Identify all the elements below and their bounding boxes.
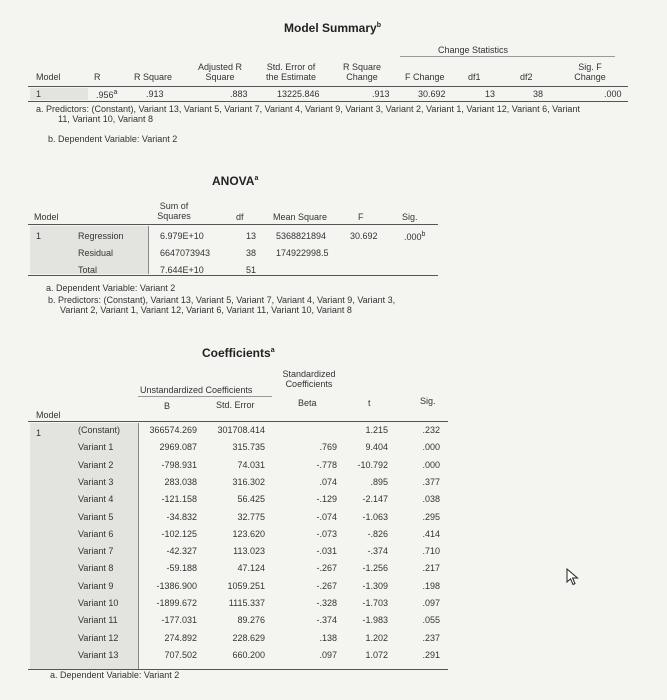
anova-ss-value: 6647073943 <box>160 248 211 258</box>
change-statistics-label: Change Statistics <box>438 45 509 55</box>
coef-col-model: Model <box>36 410 61 420</box>
ms-std-error-value: 13225.846 <box>277 89 320 99</box>
coef-label-cell: Variant 3 <box>78 476 114 487</box>
coef-col-unstandardized: Unstandardized Coefficients <box>140 385 253 395</box>
coef-col-standardized: Standardized Coefficients <box>282 369 336 389</box>
anova-df-value: 51 <box>246 265 257 275</box>
coef-t-cell: -1.983 <box>362 615 388 626</box>
coef-se-cell: 315.735 <box>232 442 265 453</box>
coef-t-cell: -10.792 <box>357 459 388 470</box>
coef-beta-cell: -.129 <box>316 494 337 505</box>
coef-t-cell: 1.072 <box>365 649 388 660</box>
coef-b-cell: -177.031 <box>161 615 197 626</box>
ms-note-b: b. Dependent Variable: Variant 2 <box>48 134 178 144</box>
coef-col-t: t <box>368 398 371 408</box>
coef-beta-cell: -.778 <box>316 459 337 470</box>
coef-b-cell: -798.931 <box>161 459 197 470</box>
coef-label-cell: (Constant) <box>78 425 121 435</box>
ms-adj-r-square-value: .883 <box>230 89 248 99</box>
coef-sig-cell: .414 <box>422 528 440 539</box>
anova-sig-value: .000$^b$ <box>404 231 426 242</box>
coef-sig-cell: .291 <box>422 649 440 660</box>
anova-ms-value: 174922998.5 <box>276 248 329 258</box>
coef-se-cell: 89.276 <box>237 615 265 626</box>
coef-sig-cell: .198 <box>422 580 440 591</box>
model-summary-title: Model Summary$^b$ <box>284 21 381 35</box>
coef-b-cell: 283.038 <box>164 476 197 487</box>
coef-sig-cell: .000 <box>422 459 440 470</box>
ms-r-square-change-value: .913 <box>372 89 390 99</box>
coef-b-cell: -102.125 <box>161 528 197 539</box>
coef-se-cell: 123.620 <box>232 528 265 539</box>
coef-se-cell: 1115.337 <box>228 598 265 608</box>
anova-note-b-line2: Variant 2, Variant 1, Variant 12, Variant 6, Variant 11, Variant 10, Variant 8 <box>60 305 352 315</box>
coef-label-cell: Variant 4 <box>78 494 114 505</box>
coef-label-cell: Variant 11 <box>78 615 118 626</box>
coef-beta-cell: -.328 <box>316 598 337 608</box>
coef-se-cell: 316.302 <box>232 476 265 487</box>
ms-col-r-square-change: R Square Change <box>342 62 382 82</box>
anova-col-f: F <box>358 212 364 222</box>
coefficients-title: Coefficients$^a$ <box>202 346 275 360</box>
coef-label-cell: Variant 10 <box>78 598 119 608</box>
coef-t-cell: -1.063 <box>362 511 388 522</box>
coef-t-cell: 9.404 <box>365 442 388 453</box>
coef-se-cell: 74.031 <box>237 459 265 470</box>
coef-se-cell: 301708.414 <box>217 425 265 435</box>
coef-b-cell: -1386.900 <box>156 580 197 591</box>
coef-sig-cell: .038 <box>422 494 440 505</box>
coef-sig-cell: .295 <box>422 511 440 522</box>
coef-se-cell: 660.200 <box>232 649 265 660</box>
coef-t-cell: -1.703 <box>362 598 388 608</box>
coef-beta-cell: .769 <box>319 442 337 453</box>
coef-b-cell: 2969.087 <box>159 442 197 453</box>
coef-label-cell: Variant 1 <box>78 442 114 453</box>
coef-col-sig: Sig. <box>420 396 436 406</box>
coef-col-beta: Beta <box>298 398 317 408</box>
coef-label-cell: Variant 6 <box>78 528 114 539</box>
coef-beta-cell: -.031 <box>316 546 337 557</box>
coef-b-cell: -42.327 <box>166 546 197 557</box>
coef-b-cell: 366574.269 <box>149 425 197 435</box>
coef-sig-cell: .710 <box>422 546 440 557</box>
coef-b-cell: -121.158 <box>161 494 197 505</box>
coef-t-cell: -.826 <box>367 528 388 539</box>
anova-df-value: 38 <box>246 248 257 258</box>
anova-note-b-line1: b. Predictors: (Constant), Variant 13, Variant 5, Variant 7, Variant 4, Variant 9, Variant 3, <box>48 295 396 305</box>
anova-col-sig: Sig. <box>402 212 418 222</box>
ms-col-r-square: R Square <box>134 72 173 82</box>
coef-beta-cell: -.374 <box>316 615 337 626</box>
coef-label-cell: Variant 9 <box>78 580 114 591</box>
coef-se-cell: 113.023 <box>233 546 265 557</box>
anova-col-ms: Mean Square <box>273 212 328 222</box>
anova-f-value: 30.692 <box>350 231 378 241</box>
coef-note-a: a. Dependent Variable: Variant 2 <box>50 670 180 680</box>
ms-col-r: R <box>94 72 101 82</box>
ms-note-a-line1: a. Predictors: (Constant), Variant 13, Variant 5, Variant 7, Variant 4, Variant 9, Variant 3, Variant 2, Variant 1, Variant 12, Variant 6, Variant <box>36 104 580 114</box>
anova-row-label: Residual <box>78 248 114 258</box>
coef-sig-cell: .377 <box>422 476 440 487</box>
coef-t-cell: -2.147 <box>362 494 388 505</box>
coef-sig-cell: .055 <box>422 615 440 626</box>
coef-sig-cell: .237 <box>422 632 440 643</box>
coef-label-cell: Variant 8 <box>78 563 114 574</box>
mouse-pointer-icon <box>566 568 580 591</box>
coef-col-std-error: Std. Error <box>216 400 255 410</box>
anova-df-value: 13 <box>246 231 257 241</box>
coef-se-cell: 47.124 <box>237 563 265 574</box>
coef-beta-cell: .074 <box>319 476 337 487</box>
coef-beta-cell: -.267 <box>316 580 337 591</box>
coef-b-cell: -34.832 <box>166 511 197 522</box>
anova-note-a: a. Dependent Variable: Variant 2 <box>46 283 176 293</box>
coef-t-cell: .895 <box>370 476 388 487</box>
ms-col-f-change: F Change <box>405 72 445 82</box>
anova-ms-value: 5368821894 <box>276 231 327 241</box>
coef-sig-cell: .000 <box>422 442 440 453</box>
ms-col-sig-f-change: Sig. F Change <box>574 62 606 82</box>
anova-col-model: Model <box>34 212 59 222</box>
coef-beta-cell: -.267 <box>316 563 337 574</box>
coef-se-cell: 228.629 <box>232 632 265 643</box>
coef-label-cell: Variant 12 <box>78 632 119 643</box>
coef-t-cell: 1.202 <box>365 632 388 643</box>
coef-label-cell: Variant 7 <box>78 546 114 557</box>
anova-row-label: Regression <box>78 231 124 241</box>
ms-col-df1: df1 <box>468 72 481 82</box>
coef-se-cell: 32.775 <box>237 511 265 522</box>
coef-beta-cell: -.074 <box>316 511 337 522</box>
anova-row-label: Total <box>78 265 98 275</box>
ms-col-model: Model <box>36 72 61 82</box>
coef-col-b: B <box>164 401 171 411</box>
ms-model-number: 1 <box>36 89 42 99</box>
coef-beta-cell: -.073 <box>316 528 337 539</box>
coef-model-number: 1 <box>36 428 42 438</box>
ms-col-adj-r-square: Adjusted R Square <box>197 62 243 82</box>
coef-sig-cell: .097 <box>422 598 440 608</box>
coef-sig-cell: .217 <box>422 563 440 574</box>
coef-b-cell: 707.502 <box>164 649 197 660</box>
anova-title: ANOVA$^a$ <box>212 174 259 188</box>
ms-r-value: .956$^a$ <box>96 89 118 100</box>
ms-r-square-value: .913 <box>146 89 164 99</box>
coef-label-cell: Variant 5 <box>78 511 114 522</box>
ms-col-df2: df2 <box>520 72 533 82</box>
ms-df2-value: 38 <box>533 89 544 99</box>
coef-b-cell: -59.188 <box>166 563 197 574</box>
anova-col-ss: Sum of Squares <box>157 201 191 221</box>
anova-ss-value: 6.979E+10 <box>160 231 204 241</box>
ms-df1-value: 13 <box>485 89 496 99</box>
coef-se-cell: 1059.251 <box>227 580 265 591</box>
coef-label-cell: Variant 2 <box>78 459 114 470</box>
ms-f-change-value: 30.692 <box>418 89 446 99</box>
coef-t-cell: -.374 <box>367 546 388 557</box>
coef-t-cell: 1.215 <box>365 425 388 435</box>
coef-t-cell: -1.309 <box>362 580 388 591</box>
coef-label-cell: Variant 13 <box>78 649 119 660</box>
anova-ss-value: 7.644E+10 <box>160 265 204 275</box>
ms-col-std-error: Std. Error of the Estimate <box>265 62 317 82</box>
ms-sig-f-change-value: .000 <box>604 89 622 99</box>
ms-note-a-line2: 11, Variant 10, Variant 8 <box>58 114 154 124</box>
coef-sig-cell: .232 <box>422 425 440 435</box>
coef-t-cell: -1.256 <box>362 563 388 574</box>
anova-col-df: df <box>236 212 244 222</box>
anova-model-number: 1 <box>36 231 42 241</box>
coef-se-cell: 56.425 <box>237 494 265 505</box>
coef-beta-cell: .138 <box>319 632 337 643</box>
coef-b-cell: -1899.672 <box>156 598 197 608</box>
coef-beta-cell: .097 <box>319 649 337 660</box>
coef-b-cell: 274.892 <box>164 632 197 643</box>
